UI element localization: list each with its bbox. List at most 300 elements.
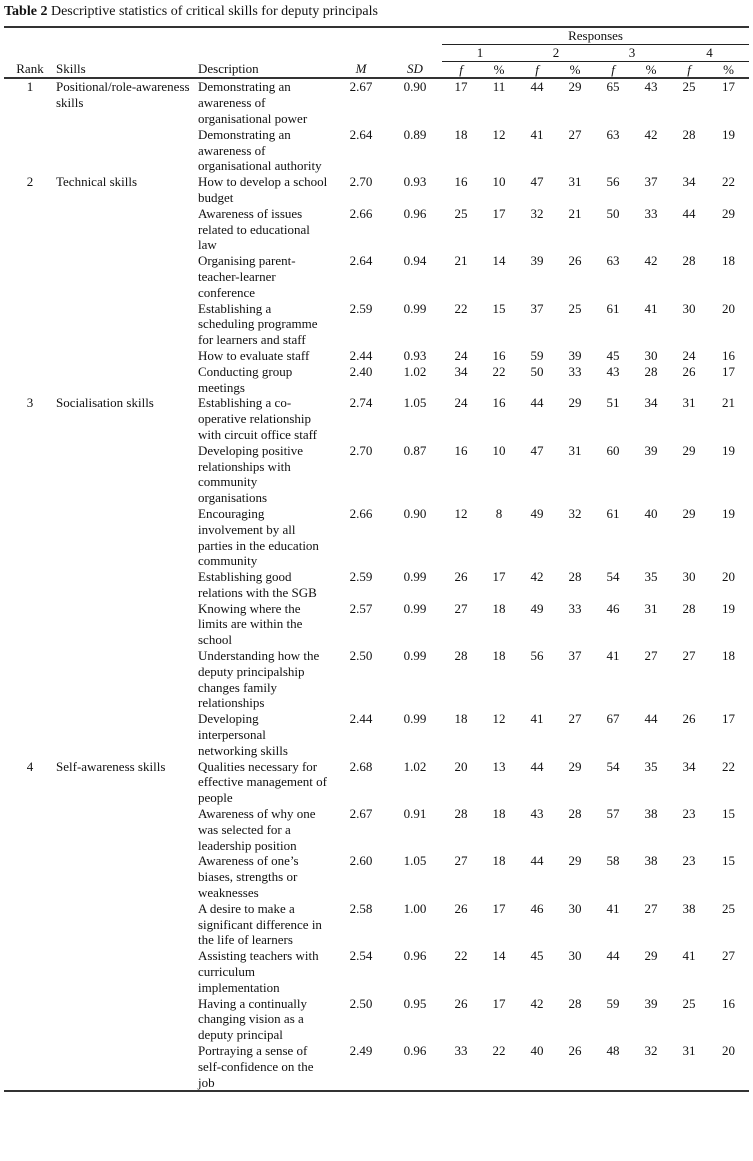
mean-header: M xyxy=(334,61,388,78)
percent-cell: 11 xyxy=(492,79,506,95)
frequency-cell: 24 xyxy=(454,347,468,363)
percent-cell: 32 xyxy=(632,1043,670,1091)
frequency-cell: 42 xyxy=(530,569,544,585)
table-row xyxy=(4,806,749,853)
description-cell: Awareness of one’s biases, strengths or weaknesses xyxy=(198,853,299,901)
percent-cell: 21 xyxy=(568,205,582,221)
percent-cell: 19 xyxy=(722,505,735,521)
percent-cell: 10 xyxy=(492,174,506,190)
frequency-header: f xyxy=(670,61,708,78)
frequency-cell: 44 xyxy=(530,853,544,869)
frequency-cell: 50 xyxy=(530,363,544,379)
percent-cell: 28 xyxy=(644,363,658,379)
frequency-cell: 40 xyxy=(518,1043,556,1091)
sd-cell: 0.99 xyxy=(403,569,427,585)
frequency-cell: 44 xyxy=(530,395,544,411)
frequency-cell: 24 xyxy=(454,395,468,411)
percent-cell: 17 xyxy=(492,205,506,221)
frequency-cell: 42 xyxy=(530,995,544,1011)
percent-cell: 38 xyxy=(644,806,658,822)
percent-cell: 41 xyxy=(644,300,658,316)
sd-cell: 1.02 xyxy=(403,363,427,379)
table-caption xyxy=(4,2,749,26)
rank-cell xyxy=(4,364,56,396)
sd-cell: 0.99 xyxy=(403,648,427,664)
frequency-cell: 57 xyxy=(606,806,620,822)
response-group-header: 3 xyxy=(594,44,670,61)
sd-cell: 0.90 xyxy=(403,79,427,95)
frequency-cell: 41 xyxy=(606,648,620,664)
rank-cell xyxy=(4,711,56,758)
percent-header: % xyxy=(480,61,518,78)
mean-cell: 2.74 xyxy=(349,395,373,411)
sd-cell: 1.05 xyxy=(403,853,427,869)
frequency-cell: 27 xyxy=(454,853,468,869)
frequency-cell: 12 xyxy=(454,505,468,521)
percent-cell: 37 xyxy=(568,648,582,664)
percent-cell: 20 xyxy=(708,1043,749,1091)
table-number: Table 2 xyxy=(4,4,48,19)
description-cell: Developing positive relationships with community organisations xyxy=(198,442,304,506)
frequency-cell: 41 xyxy=(530,126,544,142)
skill-cell xyxy=(56,648,198,711)
percent-cell: 17 xyxy=(722,79,735,95)
frequency-cell: 49 xyxy=(530,600,544,616)
mean-cell: 2.68 xyxy=(349,758,373,774)
rank-cell xyxy=(4,901,56,948)
responses-header: Responses xyxy=(442,27,749,44)
frequency-cell: 25 xyxy=(454,205,468,221)
percent-header: % xyxy=(632,61,670,78)
sd-cell: 0.90 xyxy=(403,505,427,521)
frequency-cell: 34 xyxy=(454,363,468,379)
percent-cell: 39 xyxy=(644,995,658,1011)
description-cell: Portraying a sense of self-confidence on the job xyxy=(198,1043,334,1091)
description-cell: Awareness of issues related to educational law xyxy=(198,205,310,253)
frequency-cell: 44 xyxy=(530,79,544,95)
percent-cell: 17 xyxy=(492,995,506,1011)
rank-cell xyxy=(4,806,56,853)
table-row xyxy=(4,443,749,506)
description-cell: Conducting group meetings xyxy=(198,363,293,395)
frequency-cell: 28 xyxy=(454,806,468,822)
mean-cell: 2.49 xyxy=(334,1043,388,1091)
percent-cell: 18 xyxy=(722,648,735,664)
rank-cell xyxy=(4,348,56,364)
percent-cell: 29 xyxy=(644,948,658,964)
skill-cell xyxy=(56,901,198,948)
percent-cell: 16 xyxy=(492,347,506,363)
frequency-cell: 26 xyxy=(682,363,696,379)
mean-cell: 2.64 xyxy=(349,253,373,269)
sd-cell: 0.93 xyxy=(403,174,427,190)
frequency-header: f xyxy=(442,61,480,78)
percent-cell: 17 xyxy=(492,569,506,585)
percent-cell: 22 xyxy=(722,174,735,190)
frequency-cell: 32 xyxy=(530,205,544,221)
mean-cell: 2.54 xyxy=(349,948,373,964)
frequency-cell: 60 xyxy=(606,442,620,458)
frequency-cell: 23 xyxy=(682,806,696,822)
table-row xyxy=(4,1043,749,1091)
frequency-cell: 43 xyxy=(606,363,620,379)
percent-cell: 15 xyxy=(722,853,735,869)
rank-cell xyxy=(4,443,56,506)
description-cell: Qualities necessary for effective management of people xyxy=(198,758,327,806)
frequency-cell: 61 xyxy=(606,300,620,316)
frequency-cell: 25 xyxy=(682,995,696,1011)
table-row xyxy=(4,364,749,396)
percent-cell: 35 xyxy=(644,569,658,585)
mean-cell: 2.60 xyxy=(349,853,373,869)
percent-cell: 19 xyxy=(722,126,735,142)
skill-cell xyxy=(56,948,198,995)
description-cell: Encouraging involvement by all parties in the education community xyxy=(198,505,319,569)
table-body xyxy=(4,78,749,1091)
description-cell: Having a continually changing vision as a deputy principal xyxy=(198,995,308,1043)
percent-cell: 17 xyxy=(722,363,735,379)
mean-cell: 2.40 xyxy=(349,363,373,379)
skill-cell xyxy=(56,853,198,900)
percent-cell: 22 xyxy=(722,758,735,774)
mean-cell: 2.50 xyxy=(349,995,373,1011)
percent-cell: 25 xyxy=(722,900,735,916)
percent-cell: 33 xyxy=(568,363,582,379)
rank-cell xyxy=(4,206,56,253)
description-cell: Organising parent-teacher-learner conference xyxy=(198,253,296,300)
frequency-cell: 18 xyxy=(454,711,468,727)
statistics-table xyxy=(4,26,749,1092)
frequency-cell: 61 xyxy=(606,505,620,521)
rank-cell xyxy=(4,648,56,711)
frequency-cell: 54 xyxy=(606,569,620,585)
rank-cell: 2 xyxy=(26,174,34,190)
percent-cell: 30 xyxy=(568,948,582,964)
table-row xyxy=(4,853,749,900)
mean-cell: 2.67 xyxy=(349,806,373,822)
percent-cell: 22 xyxy=(492,363,506,379)
percent-cell: 16 xyxy=(492,395,506,411)
frequency-cell: 49 xyxy=(530,505,544,521)
frequency-cell: 27 xyxy=(682,648,696,664)
table-row xyxy=(4,395,749,442)
sd-cell: 0.96 xyxy=(403,948,427,964)
percent-cell: 18 xyxy=(492,806,506,822)
percent-cell: 26 xyxy=(556,1043,594,1091)
description-cell: How to develop a school budget xyxy=(198,174,328,205)
skill-cell xyxy=(56,806,198,853)
table-row xyxy=(4,127,749,174)
frequency-cell: 45 xyxy=(530,948,544,964)
frequency-cell: 47 xyxy=(530,442,544,458)
percent-cell: 16 xyxy=(722,347,735,363)
percent-cell: 18 xyxy=(722,253,735,269)
frequency-cell: 27 xyxy=(454,600,468,616)
percent-cell: 28 xyxy=(568,806,582,822)
skill-cell xyxy=(56,348,198,364)
skill-cell: Technical skills xyxy=(56,174,138,190)
skill-cell xyxy=(56,996,198,1043)
mean-cell: 2.64 xyxy=(349,126,373,142)
response-group-header: 2 xyxy=(518,44,594,61)
response-group-header: 4 xyxy=(670,44,749,61)
frequency-cell: 34 xyxy=(682,758,696,774)
percent-cell: 33 xyxy=(644,205,658,221)
frequency-cell: 41 xyxy=(530,711,544,727)
percent-cell: 12 xyxy=(492,126,506,142)
table-title: Descriptive statistics of critical skills for deputy principals xyxy=(50,4,378,19)
mean-cell: 2.44 xyxy=(349,347,373,363)
skill-cell xyxy=(56,206,198,253)
sd-cell: 0.95 xyxy=(403,995,427,1011)
sd-cell: 0.94 xyxy=(403,253,427,269)
frequency-cell: 17 xyxy=(454,79,468,95)
skill-cell xyxy=(56,601,198,648)
mean-cell: 2.70 xyxy=(349,174,373,190)
sd-cell: 0.87 xyxy=(403,442,427,458)
frequency-cell: 48 xyxy=(594,1043,632,1091)
percent-cell: 39 xyxy=(568,347,582,363)
percent-cell: 30 xyxy=(644,347,658,363)
rank-cell xyxy=(4,948,56,995)
frequency-cell: 46 xyxy=(530,900,544,916)
percent-cell: 19 xyxy=(722,600,735,616)
frequency-cell: 16 xyxy=(454,174,468,190)
frequency-cell: 41 xyxy=(606,900,620,916)
percent-cell: 27 xyxy=(568,711,582,727)
frequency-cell: 47 xyxy=(530,174,544,190)
description-cell: Understanding how the deputy principalship changes family relationships xyxy=(198,648,320,711)
percent-cell: 13 xyxy=(492,758,506,774)
skill-cell xyxy=(56,127,198,174)
percent-cell: 39 xyxy=(644,442,658,458)
description-cell: Establishing a scheduling programme for learners and staff xyxy=(198,300,318,348)
percent-cell: 26 xyxy=(568,253,582,269)
description-cell: Developing interpersonal networking skills xyxy=(198,711,288,758)
percent-cell: 29 xyxy=(568,758,582,774)
percent-cell: 29 xyxy=(568,79,582,95)
rank-cell xyxy=(4,996,56,1043)
percent-cell: 30 xyxy=(568,900,582,916)
rank-cell xyxy=(4,853,56,900)
percent-cell: 29 xyxy=(568,853,582,869)
description-cell: Knowing where the limits are within the school xyxy=(198,600,303,648)
percent-cell: 12 xyxy=(492,711,506,727)
frequency-cell: 58 xyxy=(606,853,620,869)
frequency-cell: 59 xyxy=(530,347,544,363)
percent-cell: 21 xyxy=(722,395,735,411)
frequency-cell: 37 xyxy=(530,300,544,316)
frequency-cell: 26 xyxy=(454,995,468,1011)
mean-cell: 2.59 xyxy=(349,569,373,585)
description-cell: A desire to make a significant difference in the life of learners xyxy=(198,900,322,948)
table-row xyxy=(4,253,749,300)
table-row xyxy=(4,759,749,806)
percent-cell: 20 xyxy=(722,569,735,585)
sd-cell: 0.99 xyxy=(403,711,427,727)
frequency-cell: 41 xyxy=(682,948,696,964)
skill-cell: Socialisation skills xyxy=(56,395,154,411)
rank-header: Rank xyxy=(4,61,56,78)
table-row xyxy=(4,206,749,253)
percent-cell: 8 xyxy=(495,505,503,521)
description-cell: Demonstrating an awareness of organisational authority xyxy=(198,126,322,174)
table-row xyxy=(4,996,749,1043)
percent-cell: 16 xyxy=(722,995,735,1011)
frequency-header: f xyxy=(518,61,556,78)
frequency-cell: 30 xyxy=(682,569,696,585)
frequency-cell: 44 xyxy=(530,758,544,774)
frequency-cell: 30 xyxy=(682,300,696,316)
description-cell: Establishing a co-operative relationship with circuit office staff xyxy=(198,395,318,442)
percent-cell: 42 xyxy=(644,126,658,142)
frequency-cell: 34 xyxy=(682,174,696,190)
mean-cell: 2.59 xyxy=(349,300,373,316)
frequency-cell: 45 xyxy=(606,347,620,363)
sd-cell: 0.89 xyxy=(403,126,427,142)
frequency-cell: 33 xyxy=(442,1043,480,1091)
frequency-cell: 65 xyxy=(606,79,620,95)
percent-cell: 10 xyxy=(492,442,506,458)
percent-cell: 27 xyxy=(644,648,658,664)
description-cell: How to evaluate staff xyxy=(198,347,310,363)
percent-cell: 31 xyxy=(644,600,658,616)
skill-cell xyxy=(56,506,198,569)
description-header: Description xyxy=(198,61,334,78)
description-cell: Establishing good relations with the SGB xyxy=(198,569,317,600)
mean-cell: 2.57 xyxy=(349,600,373,616)
rank-cell xyxy=(4,253,56,300)
percent-cell: 27 xyxy=(568,126,582,142)
frequency-cell: 28 xyxy=(682,253,696,269)
frequency-cell: 29 xyxy=(682,505,696,521)
frequency-cell: 56 xyxy=(606,174,620,190)
frequency-cell: 16 xyxy=(454,442,468,458)
percent-cell: 15 xyxy=(492,300,506,316)
frequency-cell: 26 xyxy=(454,569,468,585)
percent-cell: 38 xyxy=(644,853,658,869)
frequency-cell: 25 xyxy=(682,79,696,95)
frequency-cell: 18 xyxy=(454,126,468,142)
description-cell: Awareness of why one was selected for a leadership position xyxy=(198,806,316,853)
table-row xyxy=(4,301,749,348)
frequency-cell: 46 xyxy=(606,600,620,616)
frequency-cell: 24 xyxy=(682,347,696,363)
percent-cell: 35 xyxy=(644,758,658,774)
percent-cell: 40 xyxy=(644,505,658,521)
description-cell: Assisting teachers with curriculum implementation xyxy=(198,948,319,995)
percent-cell: 19 xyxy=(722,442,735,458)
sd-header: SD xyxy=(388,61,442,78)
frequency-cell: 51 xyxy=(606,395,620,411)
frequency-cell: 43 xyxy=(530,806,544,822)
frequency-cell: 44 xyxy=(606,948,620,964)
frequency-cell: 23 xyxy=(682,853,696,869)
sd-cell: 1.02 xyxy=(403,758,427,774)
mean-cell: 2.50 xyxy=(349,648,373,664)
sd-cell: 0.96 xyxy=(388,1043,442,1091)
rank-cell xyxy=(4,1043,56,1091)
mean-cell: 2.66 xyxy=(349,505,373,521)
table-row xyxy=(4,901,749,948)
percent-cell: 32 xyxy=(568,505,582,521)
frequency-cell: 63 xyxy=(606,126,620,142)
table-row xyxy=(4,78,749,126)
percent-cell: 15 xyxy=(722,806,735,822)
frequency-cell: 44 xyxy=(682,205,696,221)
skill-cell xyxy=(56,301,198,348)
frequency-cell: 21 xyxy=(454,253,468,269)
percent-header: % xyxy=(708,61,749,78)
frequency-cell: 26 xyxy=(454,900,468,916)
frequency-cell: 39 xyxy=(530,253,544,269)
percent-cell: 34 xyxy=(644,395,658,411)
rank-cell xyxy=(4,301,56,348)
frequency-cell: 28 xyxy=(682,126,696,142)
percent-cell: 18 xyxy=(492,853,506,869)
percent-cell: 18 xyxy=(492,600,506,616)
percent-cell: 37 xyxy=(644,174,658,190)
frequency-cell: 29 xyxy=(682,442,696,458)
frequency-cell: 67 xyxy=(606,711,620,727)
frequency-cell: 22 xyxy=(454,948,468,964)
rank-cell: 3 xyxy=(26,395,34,411)
frequency-cell: 59 xyxy=(606,995,620,1011)
frequency-cell: 31 xyxy=(670,1043,708,1091)
table-row xyxy=(4,174,749,206)
percent-cell: 28 xyxy=(568,995,582,1011)
percent-cell: 29 xyxy=(568,395,582,411)
percent-cell: 14 xyxy=(492,253,506,269)
table-row xyxy=(4,948,749,995)
sd-cell: 0.93 xyxy=(403,347,427,363)
skill-cell xyxy=(56,711,198,758)
table-row xyxy=(4,348,749,364)
frequency-cell: 56 xyxy=(530,648,544,664)
skill-cell: Positional/role-awareness skills xyxy=(56,79,190,111)
description-cell: Demonstrating an awareness of organisational power xyxy=(198,79,308,126)
percent-cell: 17 xyxy=(722,711,735,727)
rank-cell xyxy=(4,506,56,569)
table-row xyxy=(4,601,749,648)
frequency-cell: 63 xyxy=(606,253,620,269)
sd-cell: 1.05 xyxy=(403,395,427,411)
response-group-header: 1 xyxy=(442,44,518,61)
mean-cell: 2.44 xyxy=(349,711,373,727)
rank-cell xyxy=(4,601,56,648)
percent-cell: 33 xyxy=(568,600,582,616)
table-row xyxy=(4,711,749,758)
rank-cell: 1 xyxy=(26,79,34,95)
table-row xyxy=(4,569,749,601)
sd-cell: 0.96 xyxy=(403,205,427,221)
frequency-cell: 50 xyxy=(606,205,620,221)
frequency-cell: 26 xyxy=(682,711,696,727)
percent-cell: 20 xyxy=(722,300,735,316)
frequency-cell: 28 xyxy=(682,600,696,616)
sd-cell: 0.99 xyxy=(403,600,427,616)
sd-cell: 1.00 xyxy=(403,900,427,916)
percent-cell: 25 xyxy=(568,300,582,316)
frequency-cell: 54 xyxy=(606,758,620,774)
percent-cell: 22 xyxy=(480,1043,518,1091)
percent-cell: 44 xyxy=(644,711,658,727)
table-row xyxy=(4,506,749,569)
skill-cell: Self-awareness skills xyxy=(56,758,166,774)
percent-cell: 43 xyxy=(644,79,658,95)
skills-header: Skills xyxy=(56,61,198,78)
percent-cell: 14 xyxy=(492,948,506,964)
